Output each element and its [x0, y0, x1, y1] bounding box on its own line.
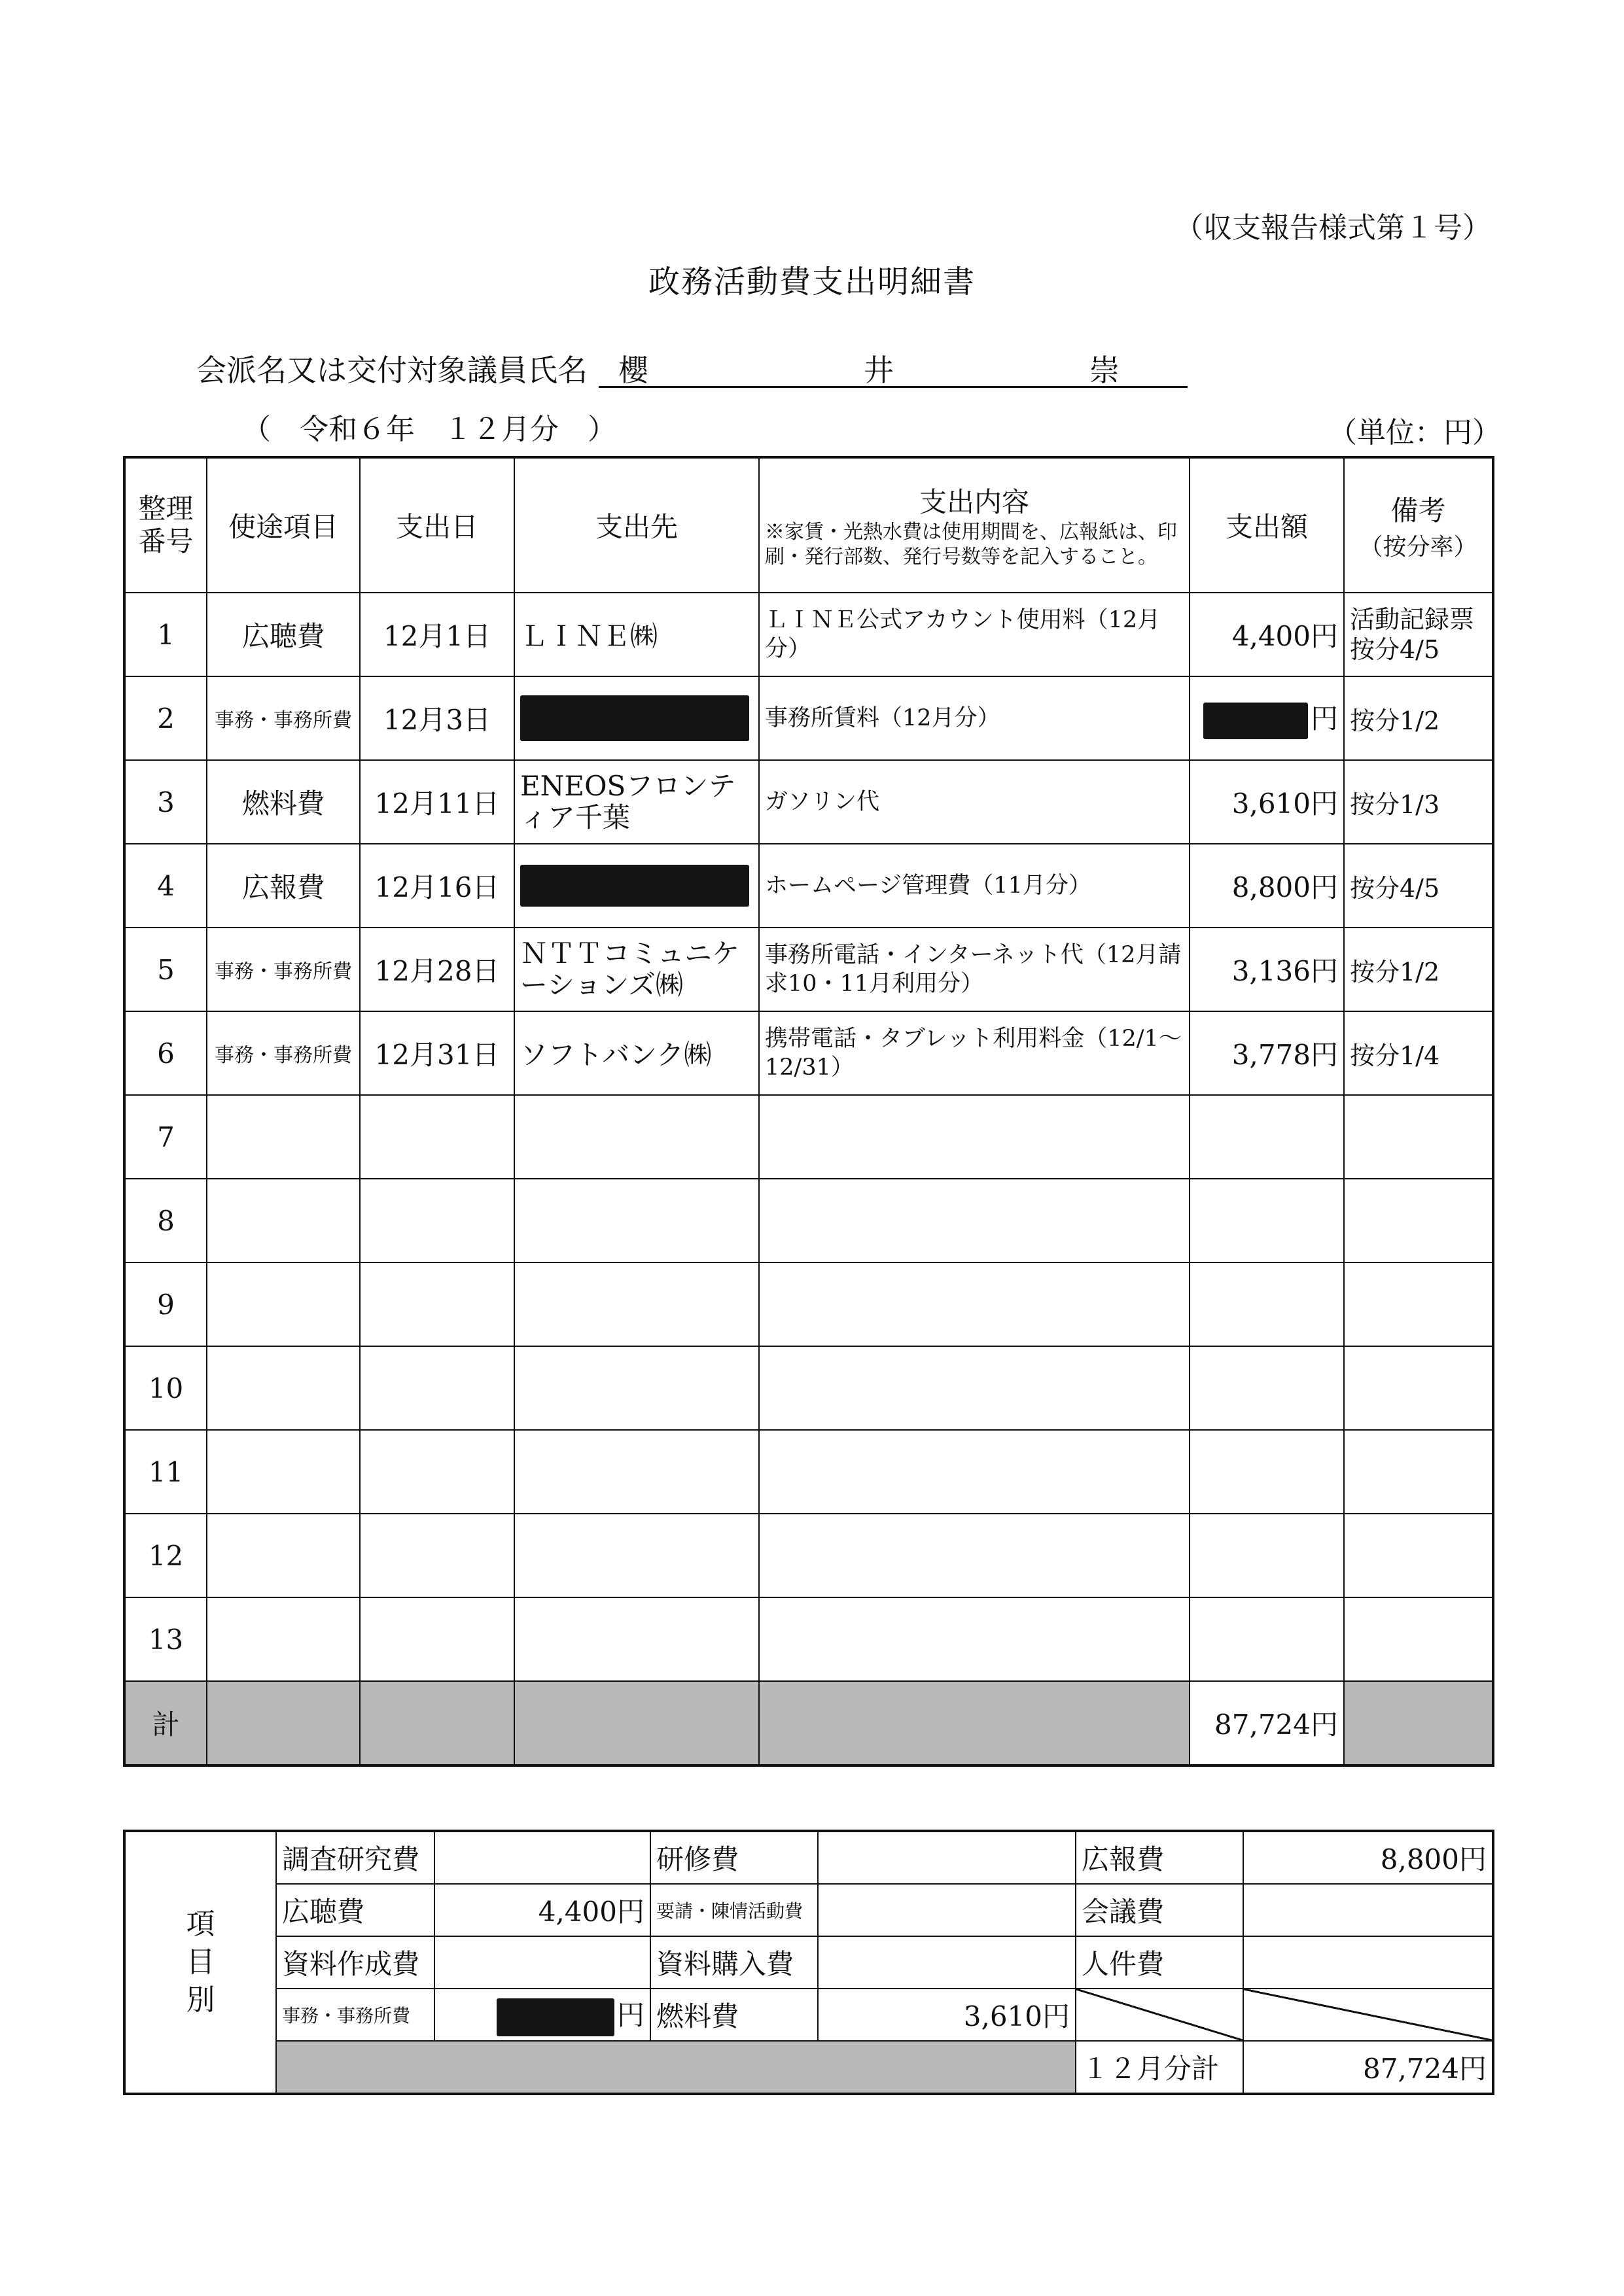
- report-period: （ 令和６年 １２月分 ）: [242, 413, 616, 446]
- row-category: [207, 1262, 360, 1346]
- row-date: 12月16日: [360, 844, 514, 928]
- row-category: 広聴費: [207, 593, 360, 676]
- row-payee: ENEOSフロンティア千葉: [514, 760, 759, 844]
- summary-value: [1243, 1936, 1493, 1989]
- summary-label: 燃料費: [650, 1989, 818, 2041]
- row-category: 事務・事務所費: [207, 676, 360, 760]
- month-total-label: １２月分計: [1076, 2041, 1243, 2094]
- redacted-block: [1203, 703, 1308, 739]
- summary-label: 研修費: [650, 1831, 818, 1884]
- row-amount: 3,610円: [1190, 760, 1344, 844]
- member-name-char: 井: [864, 353, 894, 388]
- row-remarks: [1344, 1430, 1493, 1514]
- total-row: [124, 1681, 1493, 1765]
- row-category: [207, 1346, 360, 1430]
- header-remarks-sub: （按分率）: [1359, 533, 1477, 561]
- row-remarks: [1344, 1179, 1493, 1262]
- row-no: 1: [124, 593, 207, 676]
- redacted-block: [520, 865, 749, 907]
- header-payee: 支出先: [514, 457, 759, 593]
- row-category: 広報費: [207, 844, 360, 928]
- summary-value: [1243, 1884, 1493, 1936]
- row-category: [207, 1514, 360, 1597]
- header-amount: 支出額: [1190, 457, 1344, 593]
- total-shaded-cell: [207, 1681, 360, 1765]
- row-no: 5: [124, 928, 207, 1011]
- row-content: [759, 1095, 1190, 1179]
- row-no: 3: [124, 760, 207, 844]
- row-date: 12月1日: [360, 593, 514, 676]
- summary-value: [818, 1936, 1076, 1989]
- summary-label: 会議費: [1076, 1884, 1243, 1936]
- table-row: [124, 928, 1493, 1011]
- total-shaded-cell: [759, 1681, 1190, 1765]
- row-payee: ＮＴＴコミュニケーションズ㈱: [514, 928, 759, 1011]
- row-content: [759, 1262, 1190, 1346]
- row-content: 事務所賃料（12月分）: [759, 676, 1190, 760]
- row-remarks: [1344, 1262, 1493, 1346]
- row-date: 12月11日: [360, 760, 514, 844]
- row-content: [759, 1514, 1190, 1597]
- row-amount: [1190, 1597, 1344, 1681]
- total-label: 計: [124, 1681, 207, 1765]
- row-amount: [1190, 1095, 1344, 1179]
- row-category: [207, 1179, 360, 1262]
- row-amount: [1190, 1430, 1344, 1514]
- summary-label: 要請・陳情活動費: [650, 1884, 818, 1936]
- member-name: [599, 347, 1188, 386]
- row-date: [360, 1095, 514, 1179]
- total-shaded-cell: [360, 1681, 514, 1765]
- total-amount: 87,724円: [1190, 1681, 1344, 1765]
- row-date: [360, 1430, 514, 1514]
- row-amount: [1190, 676, 1344, 760]
- row-remarks: [1344, 1095, 1493, 1179]
- table-row: [124, 1095, 1493, 1179]
- redacted-block: [520, 695, 749, 741]
- table-row: [124, 1262, 1493, 1346]
- header-no: 整理 番号: [124, 457, 207, 593]
- summary-value: 8,800円: [1243, 1831, 1493, 1884]
- row-remarks: 按分1/3: [1344, 760, 1493, 844]
- row-category: [207, 1430, 360, 1514]
- row-content: ガソリン代: [759, 760, 1190, 844]
- summary-shaded-cell: [276, 2041, 1076, 2094]
- row-date: [360, 1262, 514, 1346]
- row-payee: [514, 1262, 759, 1346]
- table-row: [124, 1011, 1493, 1095]
- category-summary-table: [123, 1830, 1494, 2095]
- summary-label: 資料作成費: [276, 1936, 434, 1989]
- header-remarks: [1344, 457, 1493, 593]
- row-amount: 3,778円: [1190, 1011, 1344, 1095]
- row-date: [360, 1179, 514, 1262]
- row-no: 9: [124, 1262, 207, 1346]
- form-number: （収支報告様式第１号）: [1174, 211, 1491, 245]
- row-remarks: [1344, 1597, 1493, 1681]
- table-row: [124, 1179, 1493, 1262]
- row-payee: [514, 1430, 759, 1514]
- table-row: [124, 760, 1493, 844]
- summary-side-label: 項 目 別: [124, 1831, 276, 2094]
- summary-label: 広報費: [1076, 1831, 1243, 1884]
- row-amount: [1190, 1346, 1344, 1430]
- row-no: 8: [124, 1179, 207, 1262]
- header-date: 支出日: [360, 457, 514, 593]
- row-remarks: 活動記録票 按分4/5: [1344, 593, 1493, 676]
- member-name-char: 崇: [1089, 353, 1120, 388]
- row-payee: ソフトバンク㈱: [514, 1011, 759, 1095]
- row-content: ＬＩＮＥ公式アカウント使用料（12月分）: [759, 593, 1190, 676]
- row-remarks: [1344, 1514, 1493, 1597]
- row-amount: 3,136円: [1190, 928, 1344, 1011]
- summary-value: [434, 1936, 650, 1989]
- total-shaded-cell: [514, 1681, 759, 1765]
- row-content: [759, 1597, 1190, 1681]
- row-remarks: 按分4/5: [1344, 844, 1493, 928]
- header-content-title: 支出内容: [919, 486, 1029, 518]
- row-date: 12月28日: [360, 928, 514, 1011]
- table-row: [124, 676, 1493, 760]
- row-amount-unit: 円: [1310, 703, 1338, 735]
- row-category: 事務・事務所費: [207, 1011, 360, 1095]
- row-content: [759, 1346, 1190, 1430]
- summary-value: 4,400円: [434, 1884, 650, 1936]
- summary-value: [818, 1831, 1076, 1884]
- summary-row: [124, 1884, 1493, 1936]
- summary-row: [124, 1989, 1493, 2041]
- row-date: [360, 1346, 514, 1430]
- row-date: [360, 1514, 514, 1597]
- summary-value: [434, 1831, 650, 1884]
- row-payee: [514, 676, 759, 760]
- row-amount: [1190, 1262, 1344, 1346]
- summary-label: 資料購入費: [650, 1936, 818, 1989]
- header-content-note: ※家賃・光熱水費は使用期間を、広報紙は、印刷・発行部数、発行号数等を記入すること。: [765, 521, 1177, 568]
- row-content: 事務所電話・インターネット代（12月請求10・11月利用分）: [759, 928, 1190, 1011]
- table-row: [124, 593, 1493, 676]
- row-no: 7: [124, 1095, 207, 1179]
- row-category: [207, 1095, 360, 1179]
- member-name-label: 会派名又は交付対象議員氏名: [196, 353, 588, 388]
- header-category: 使途項目: [207, 457, 360, 593]
- row-remarks: 按分1/2: [1344, 676, 1493, 760]
- document-title: 政務活動費支出明細書: [648, 264, 976, 300]
- summary-value: [818, 1884, 1076, 1936]
- summary-label: 調査研究費: [276, 1831, 434, 1884]
- table-row: [124, 1514, 1493, 1597]
- row-no: 12: [124, 1514, 207, 1597]
- row-date: [360, 1597, 514, 1681]
- table-header: [124, 457, 1493, 593]
- summary-row: [124, 1936, 1493, 1989]
- summary-label: 人件費: [1076, 1936, 1243, 1989]
- summary-value: 3,610円: [818, 1989, 1076, 2041]
- row-payee: [514, 1179, 759, 1262]
- row-amount: 4,400円: [1190, 593, 1344, 676]
- row-content: ホームページ管理費（11月分）: [759, 844, 1190, 928]
- member-name-char: 櫻: [618, 353, 648, 388]
- row-no: 10: [124, 1346, 207, 1430]
- table-row: [124, 1597, 1493, 1681]
- total-shaded-cell: [1344, 1681, 1493, 1765]
- row-payee: [514, 1597, 759, 1681]
- summary-row: [124, 1831, 1493, 1884]
- summary-label: 広聴費: [276, 1884, 434, 1936]
- row-date: 12月31日: [360, 1011, 514, 1095]
- row-content: [759, 1179, 1190, 1262]
- summary-total-row: [124, 2041, 1493, 2094]
- row-payee: [514, 1095, 759, 1179]
- summary-value-unit: 円: [616, 1998, 644, 2031]
- table-row: [124, 1346, 1493, 1430]
- row-no: 4: [124, 844, 207, 928]
- row-payee: [514, 1514, 759, 1597]
- row-category: 燃料費: [207, 760, 360, 844]
- row-content: 携帯電話・タブレット利用料金（12/1～12/31）: [759, 1011, 1190, 1095]
- expense-table: [123, 456, 1494, 1767]
- table-row: [124, 844, 1493, 928]
- row-category: 事務・事務所費: [207, 928, 360, 1011]
- summary-diagonal-cell: [1243, 1989, 1493, 2041]
- month-total-value: 87,724円: [1243, 2041, 1493, 2094]
- row-payee: [514, 844, 759, 928]
- row-content: [759, 1430, 1190, 1514]
- row-category: [207, 1597, 360, 1681]
- row-amount: [1190, 1514, 1344, 1597]
- summary-diagonal-cell: [1076, 1989, 1243, 2041]
- row-amount: 8,800円: [1190, 844, 1344, 928]
- header-content: [759, 457, 1190, 593]
- row-remarks: 按分1/2: [1344, 928, 1493, 1011]
- row-no: 13: [124, 1597, 207, 1681]
- row-payee: ＬＩＮＥ㈱: [514, 593, 759, 676]
- row-no: 2: [124, 676, 207, 760]
- summary-label: 事務・事務所費: [276, 1989, 434, 2041]
- row-remarks: [1344, 1346, 1493, 1430]
- table-row: [124, 1430, 1493, 1514]
- row-no: 11: [124, 1430, 207, 1514]
- summary-value: [434, 1989, 650, 2041]
- row-no: 6: [124, 1011, 207, 1095]
- name-underline: [599, 386, 1188, 388]
- row-payee: [514, 1346, 759, 1430]
- unit-label: （単位：円）: [1328, 416, 1501, 449]
- header-remarks-title: 備考: [1390, 494, 1446, 527]
- row-date: 12月3日: [360, 676, 514, 760]
- redacted-block: [497, 1998, 614, 2036]
- row-remarks: 按分1/4: [1344, 1011, 1493, 1095]
- row-amount: [1190, 1179, 1344, 1262]
